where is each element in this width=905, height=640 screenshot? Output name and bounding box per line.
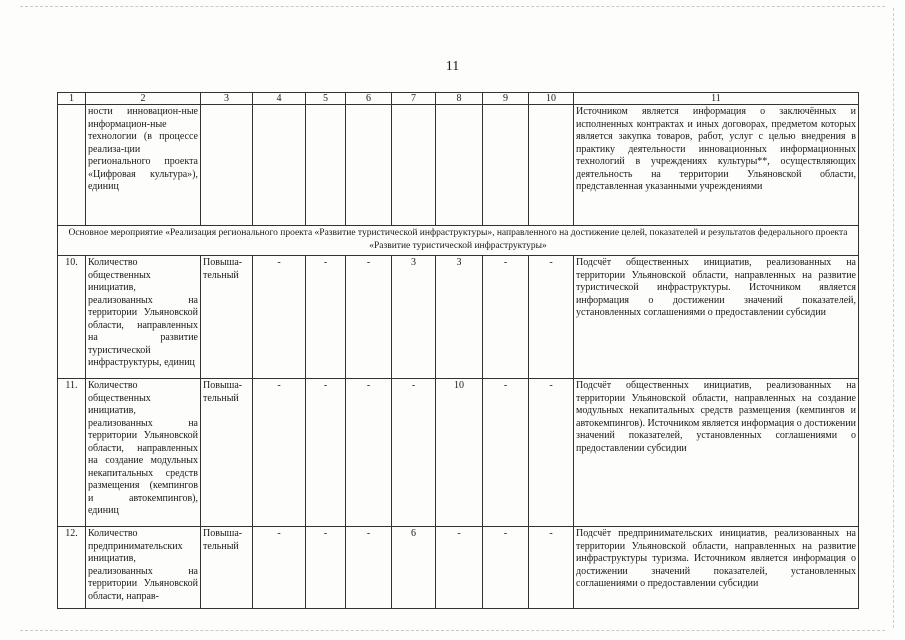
value-cell: 6 [392,527,436,609]
value-cell: - [483,379,529,527]
value-cell: 10 [436,379,483,527]
section-title-row [58,226,859,256]
section-title: Основное мероприятие «Реализация регионального проекта «Развитие туристической инфраструктуры», направленного на достижение целей, показателей и результатов федерального проекта «Развитие туристической инфраструктуры» [58,226,859,256]
indicator-type: Повыша-тельный [201,527,253,609]
table-row [58,527,859,609]
column-header: 11 [574,93,859,105]
description-cell: Источником является информация о заключённых и исполненных контрактах и иных договорах, предметом которых является закупка товаров, работ, услуг с целью внедрения в практику деятельности инновационных информационных технологий в учреждениях культуры**, осуществляющих деятельность на территории Ульяновской области, представленная указанными учреждениями [574,105,859,226]
indicator-type-cell [201,105,253,226]
row-number: 10. [58,256,86,379]
column-header: 1 [58,93,86,105]
scan-top-edge [20,6,885,7]
value-cell: - [346,379,392,527]
column-header: 9 [483,93,529,105]
value-cell [436,105,483,226]
value-cell [346,105,392,226]
row-number: 11. [58,379,86,527]
value-cell: - [392,379,436,527]
value-cell: - [306,379,346,527]
value-cell [253,105,306,226]
table-row [58,379,859,527]
indicator-name: Количество общественных инициатив, реализованных на территории Ульяновской области, направленных на развитие туристической инфраструктуры, единиц [86,256,201,379]
row-number: 12. [58,527,86,609]
column-header: 8 [436,93,483,105]
value-cell: - [253,527,306,609]
column-header: 5 [306,93,346,105]
column-header: 4 [253,93,306,105]
indicators-table [57,92,859,609]
value-cell [392,105,436,226]
value-cell: - [529,256,574,379]
value-cell: 3 [392,256,436,379]
value-cell: - [306,256,346,379]
value-cell: - [306,527,346,609]
table-row-continued [58,105,859,226]
value-cell: - [253,256,306,379]
value-cell: 3 [436,256,483,379]
table-row [58,256,859,379]
column-header: 3 [201,93,253,105]
value-cell: - [346,256,392,379]
column-header: 10 [529,93,574,105]
value-cell [306,105,346,226]
value-cell [483,105,529,226]
indicator-name: Количество предпринимательских инициатив, реализованных на территории Ульяновской области, направ- [86,527,201,609]
column-header-row [58,93,859,105]
indicator-type: Повыша-тельный [201,379,253,527]
description: Подсчёт предпринимательских инициатив, реализованных на территории Ульяновской области, направленных на развитие инфраструктуры туризма. Источником является информация о достижении значений показателей, установленных соглашениями о предоставлении субсидии [574,527,859,609]
value-cell: - [529,379,574,527]
page-number: 11 [445,59,460,74]
value-cell: - [483,256,529,379]
value-cell: - [253,379,306,527]
value-cell [529,105,574,226]
description: Подсчёт общественных инициатив, реализованных на территории Ульяновской области, направленных на создание модульных некапитальных средств размещения (кемпингов и автокемпингов). Источником является информация о достижении значений показателей, установленных соглашениями о предоставлении субсидии [574,379,859,527]
column-header: 7 [392,93,436,105]
value-cell: - [529,527,574,609]
value-cell: - [483,527,529,609]
description: Подсчёт общественных инициатив, реализованных на территории Ульяновской области, направленных на развитие туристической инфраструктуры. Источником является информация о достижении значений показателей, установленных соглашениями о предоставлении субсидии [574,256,859,379]
column-header: 2 [86,93,201,105]
indicator-type: Повыша-тельный [201,256,253,379]
indicator-name: Количество общественных инициатив, реализованных на территории Ульяновской области, направленных на создание модульных некапитальных средств размещения (кемпингов и автокемпингов), единиц [86,379,201,527]
scan-right-edge [893,8,894,628]
value-cell: - [436,527,483,609]
column-header: 6 [346,93,392,105]
value-cell: - [346,527,392,609]
scan-bottom-edge [20,630,885,631]
row-number-cell [58,105,86,226]
indicator-name-cell: ности инновацион-ные информацион-ные технологии (в процессе реализа-ции регионального проекта «Цифровая культура»), единиц [86,105,201,226]
